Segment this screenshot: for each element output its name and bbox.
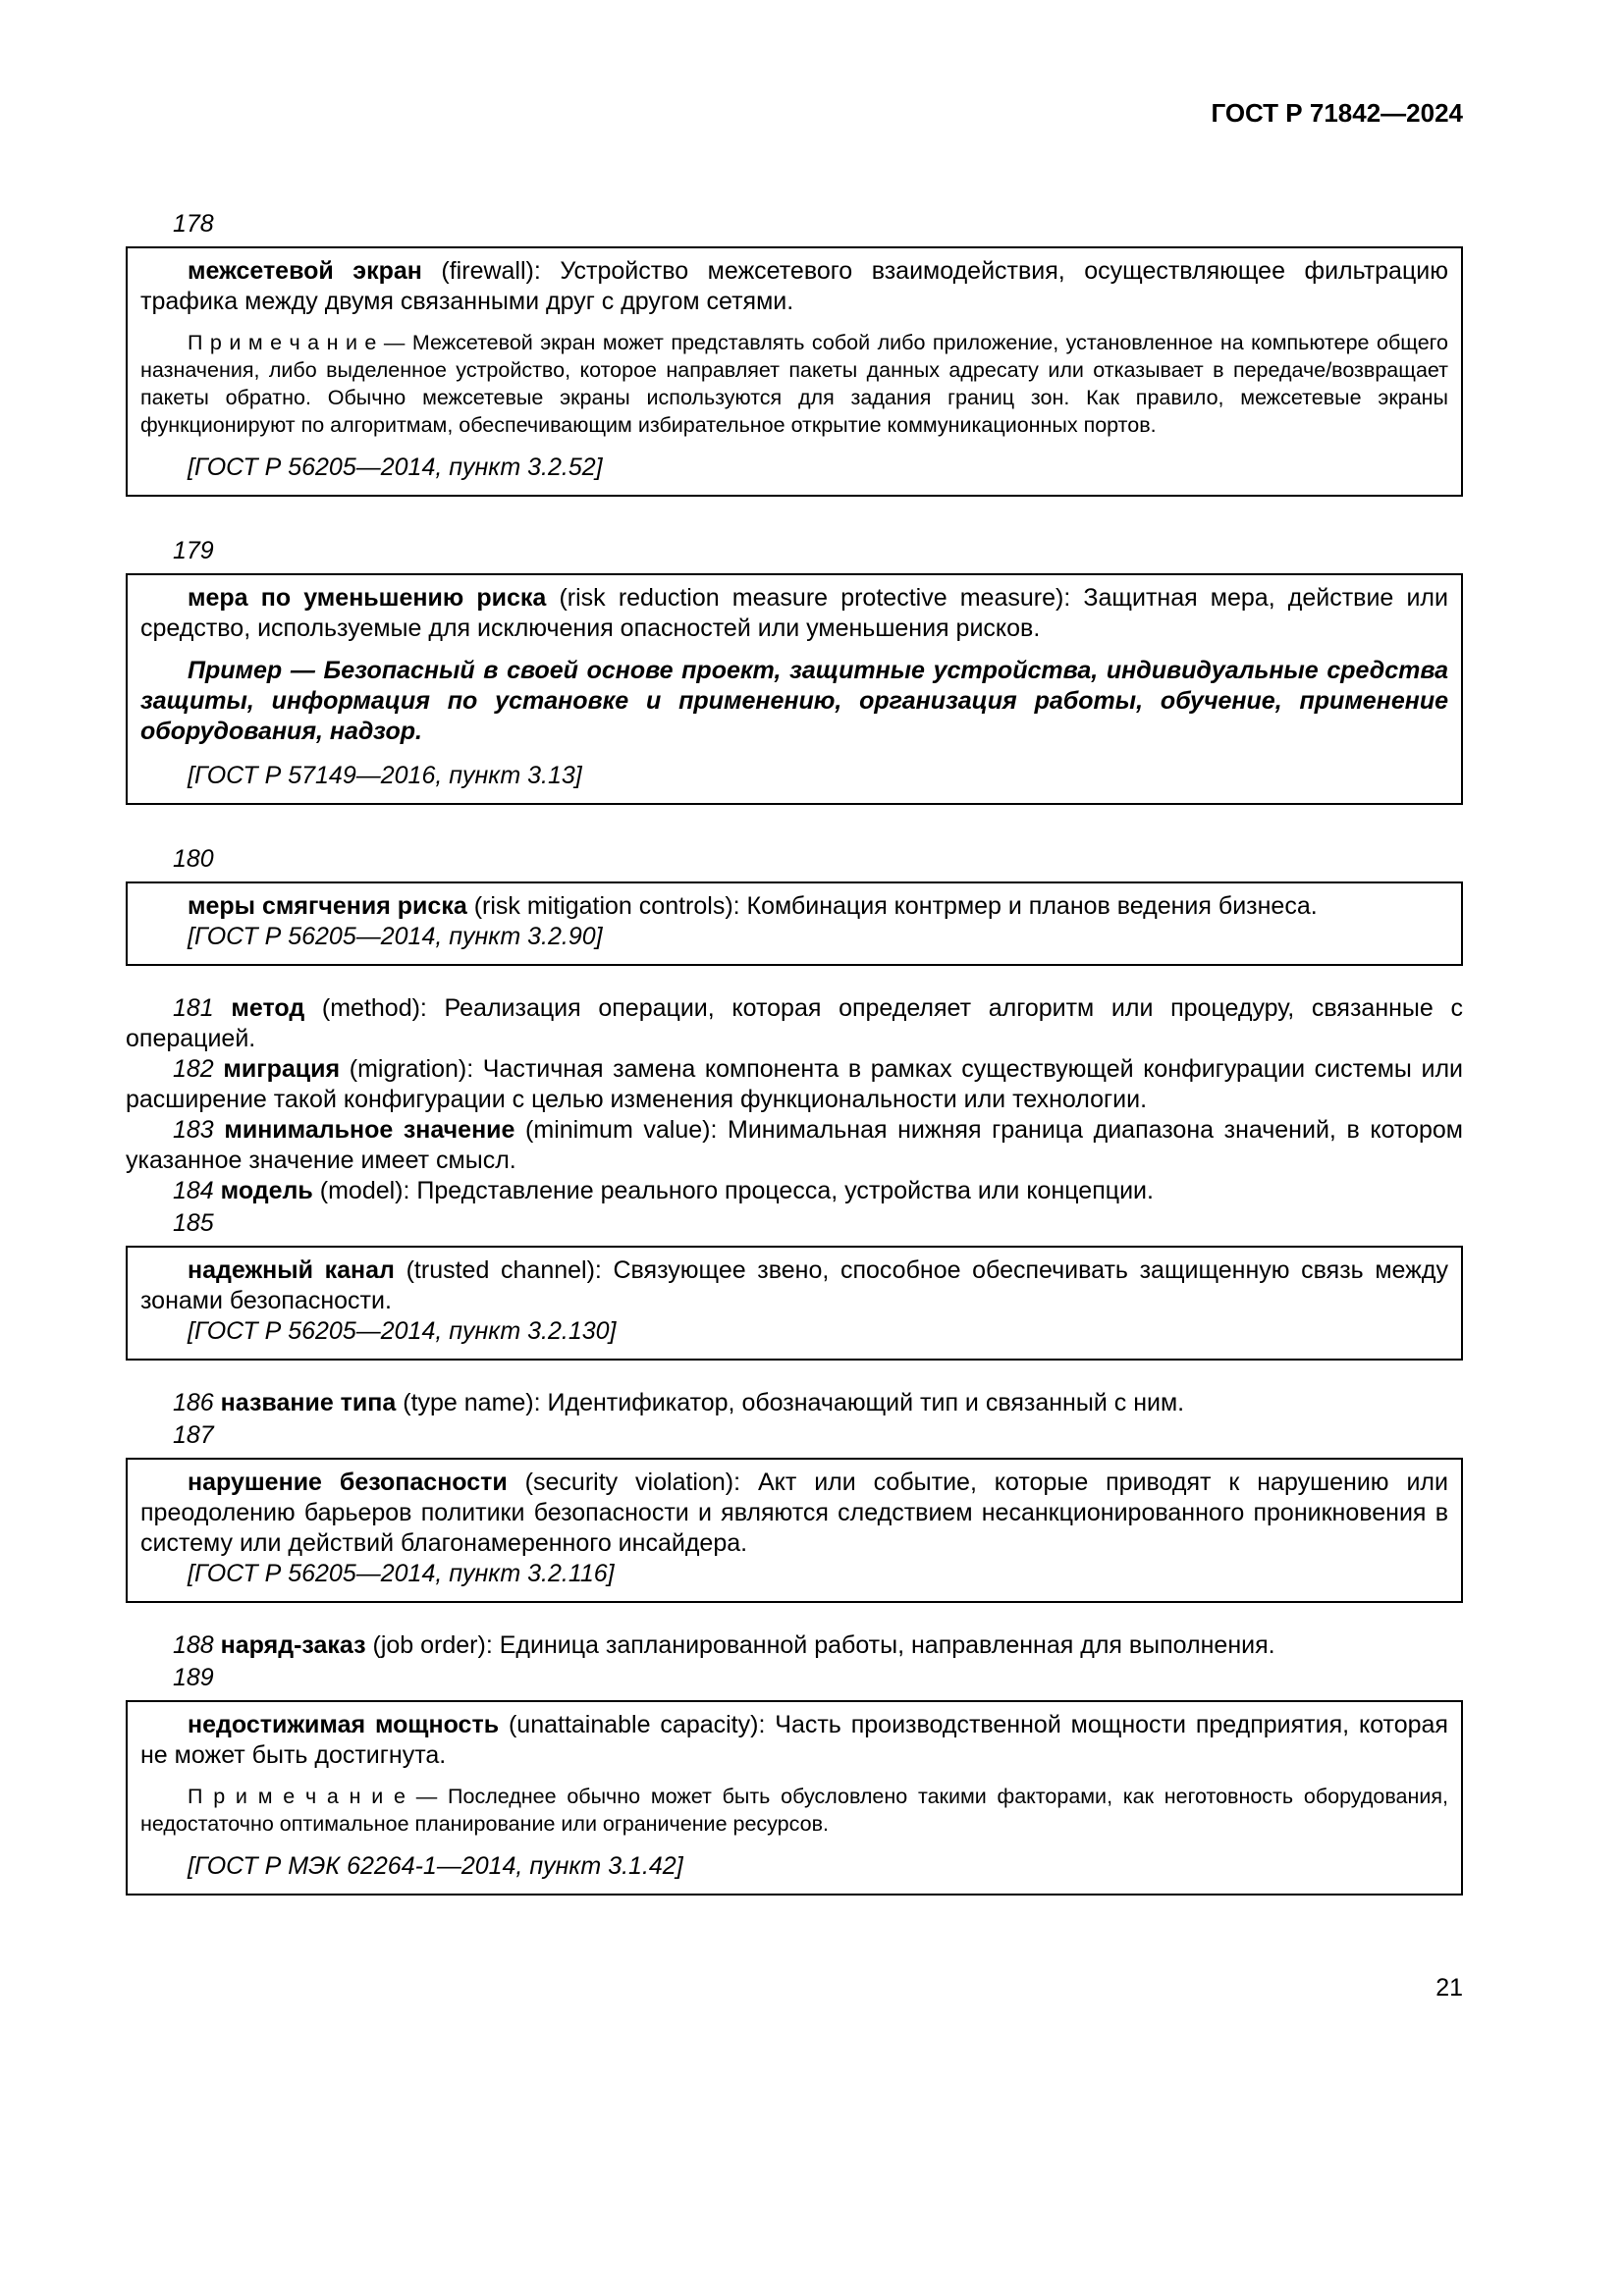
term: название типа [220,1389,397,1416]
entry-number [126,844,1463,875]
note: П р и м е ч а н и е — Межсетевой экран может представлять собой либо приложение, установленное на компьютере общего назначения, либо выделенное устройство, которое направляет пакеты данных адресату или отказывает в передаче/возвращает пакеты обратно. Обычно межсетевые экраны используются для задания границ зон. Как правило, межсетевые экраны функционируют по алгоритмам, обеспечивающим избирательное открытие коммуникационных портов. [140,331,1448,437]
term-entry-187 [126,1420,1463,1603]
term-entry-178 [126,209,1463,497]
entry-number-text: 183 [173,1116,214,1144]
citation: [ГОСТ Р 56205—2014, пункт 3.2.90] [188,923,603,950]
definition-text: (security violation): Акт или событие, которые приводят к нарушению или преодолению барьеров политики безопасности и являются следствием несанкционированного проникновения в систему или действий благонамеренного инсайдера. [140,1468,1448,1557]
entry-number-text: 184 [173,1177,214,1204]
definition-box [126,246,1463,497]
definition [140,1255,1448,1316]
definition [140,1468,1448,1559]
entry-number-text: 179 [173,537,214,564]
entry-number [126,1208,1463,1239]
definition-text: (unattainable capacity): Часть производственной мощности предприятия, которая не может быть достигнута. [140,1711,1448,1769]
term: наряд-заказ [220,1631,366,1659]
page-number: 21 [1435,1974,1463,2002]
entry-number-text: 182 [173,1055,214,1083]
definition-text: (method): Реализация операции, которая определяет алгоритм или процедуру, связанные с операцией. [126,994,1463,1052]
entry-number-text: 178 [173,210,214,238]
definition-text: (minimum value): Минимальная нижняя граница диапазона значений, в котором указанное значение имеет смысл. [126,1116,1463,1174]
term: межсетевой экран [188,257,422,285]
term: нарушение безопасности [188,1468,508,1496]
term-entry-179 [126,536,1463,805]
entry-number-text: 189 [173,1664,214,1691]
term: минимальное значение [224,1116,515,1144]
page-header [126,98,1463,129]
citation: [ГОСТ Р 56205—2014, пункт 3.2.130] [188,1317,617,1345]
citation: [ГОСТ Р 56205—2014, пункт 3.2.52] [188,454,603,481]
term: модель [220,1177,313,1204]
citation: [ГОСТ Р 57149—2016, пункт 3.13] [188,762,582,789]
document-page [126,0,1463,1896]
term: надежный канал [188,1256,395,1284]
definition-text: (type name): Идентификатор, обозначающий тип и связанный с ним. [396,1389,1185,1416]
term-entry-182 [126,1054,1463,1115]
term-entry-186 [126,1388,1463,1418]
entry-number [126,536,1463,566]
term: меры смягчения риска [188,892,467,920]
definition-text: (job order): Единица запланированной работы, направленная для выполнения. [365,1631,1275,1659]
term: метод [231,994,305,1022]
definition [140,891,1448,922]
definition-text: (risk reduction measure protective measure): Защитная мера, действие или средство, используемые для исключения опасностей или уменьшения рисков. [140,584,1448,642]
definition [140,256,1448,317]
document-code: ГОСТ Р 71842—2024 [1211,98,1463,128]
definition-box [126,1700,1463,1896]
definition-box [126,1458,1463,1603]
terms-section [126,209,1463,1896]
entry-number-text: 181 [173,994,214,1022]
definition-box [126,573,1463,805]
term-entry-181 [126,993,1463,1054]
definition-box [126,881,1463,966]
entry-number-text: 180 [173,845,214,873]
note: П р и м е ч а н и е — Последнее обычно может быть обусловлено такими факторами, как неготовность оборудования, недостаточно оптимальное планирование или ограничение ресурсов. [140,1785,1448,1836]
entry-number [126,1663,1463,1693]
term-entry-189 [126,1663,1463,1896]
entry-number-text: 188 [173,1631,214,1659]
example: Пример — Безопасный в своей основе проект, защитные устройства, индивидуальные средства защиты, информация по установке и применению, организация работы, обучение, применение оборудования, надзор. [140,657,1448,745]
citation: [ГОСТ Р МЭК 62264-1—2014, пункт 3.1.42] [188,1852,683,1880]
citation: [ГОСТ Р 56205—2014, пункт 3.2.116] [188,1560,615,1587]
term: мера по уменьшению риска [188,584,547,612]
definition-text: (firewall): Устройство межсетевого взаимодействия, осуществляющее фильтрацию трафика между двумя связанными друг с другом сетями. [140,257,1448,315]
term-entry-183 [126,1115,1463,1176]
definition-text: (risk mitigation controls): Комбинация контрмер и планов ведения бизнеса. [466,892,1318,920]
entry-number-text: 187 [173,1421,214,1449]
definition-text: (trusted channel): Связующее звено, способное обеспечивать защищенную связь между зонами безопасности. [140,1256,1448,1314]
definition-box [126,1246,1463,1361]
term-entry-188 [126,1630,1463,1661]
entry-number-text: 185 [173,1209,214,1237]
definition [140,583,1448,644]
entry-number [126,209,1463,240]
term-entry-185 [126,1208,1463,1361]
entry-number-text: 186 [173,1389,214,1416]
definition [140,1710,1448,1771]
term: недостижимая мощность [188,1711,500,1738]
definition-text: (migration): Частичная замена компонента в рамках существующей конфигурации системы или расширение такой конфигурации с целью изменения функциональности или технологии. [126,1055,1463,1113]
entry-number [126,1420,1463,1451]
term-entry-180 [126,844,1463,966]
term: миграция [223,1055,341,1083]
term-entry-184 [126,1176,1463,1206]
definition-text: (model): Представление реального процесса, устройства или концепции. [312,1177,1154,1204]
